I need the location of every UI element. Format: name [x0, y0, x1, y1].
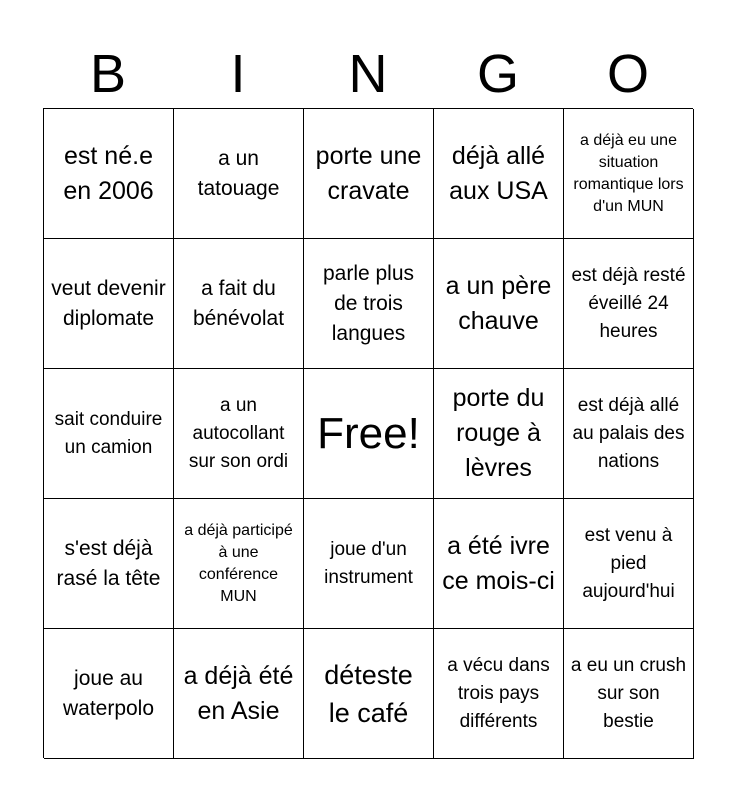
- cell-text: a fait du bénévolat: [192, 276, 285, 330]
- cell-text: sait conduire un camion: [54, 408, 163, 458]
- cell-text: est déjà allé au palais des nations: [572, 394, 685, 472]
- bingo-cell[interactable]: [564, 499, 694, 629]
- cell-text: est déjà resté éveillé 24 heures: [571, 264, 686, 342]
- bingo-cell[interactable]: [44, 499, 174, 629]
- cell-text: déteste le café: [324, 659, 413, 728]
- bingo-cell[interactable]: [304, 239, 434, 369]
- header-letter-i: I: [230, 44, 246, 104]
- bingo-cell[interactable]: [434, 239, 564, 369]
- cell-text: veut devenir diplomate: [51, 276, 166, 330]
- bingo-cell[interactable]: [304, 499, 434, 629]
- bingo-cell[interactable]: [44, 109, 174, 239]
- bingo-grid: [43, 108, 693, 758]
- header-letter-b: B: [89, 44, 127, 104]
- cell-text: a vécu dans trois pays différents: [447, 654, 550, 732]
- header-letter-o: O: [606, 44, 649, 104]
- bingo-header: [43, 40, 693, 108]
- cell-text: a déjà été en Asie: [183, 661, 294, 725]
- bingo-cell[interactable]: [564, 239, 694, 369]
- cell-text: parle plus de trois langues: [322, 261, 415, 345]
- cell-text: a eu un crush sur son bestie: [570, 654, 687, 732]
- bingo-cell[interactable]: [174, 369, 304, 499]
- cell-text: porte une cravate: [315, 141, 422, 205]
- bingo-cell[interactable]: [44, 239, 174, 369]
- bingo-cell[interactable]: [564, 629, 694, 759]
- free-space-cell[interactable]: [304, 369, 434, 499]
- free-space-text: Free!: [317, 408, 420, 458]
- bingo-cell[interactable]: [174, 499, 304, 629]
- bingo-cell[interactable]: [434, 109, 564, 239]
- bingo-cell[interactable]: [434, 629, 564, 759]
- cell-text: joue d'un instrument: [324, 538, 413, 588]
- header-letter-g: G: [476, 44, 519, 104]
- bingo-cell[interactable]: [434, 369, 564, 499]
- cell-text: est venu à pied aujourd'hui: [582, 524, 675, 602]
- cell-text: porte du rouge à lèvres: [452, 384, 545, 482]
- cell-text: a un autocollant sur son ordi: [188, 394, 289, 472]
- cell-text: joue au waterpolo: [62, 666, 155, 720]
- header-letter-n: N: [348, 44, 388, 104]
- cell-text: a un père chauve: [445, 271, 552, 335]
- cell-text: a déjà eu une situation romantique lors d'un MUN: [573, 131, 684, 215]
- bingo-cell[interactable]: [44, 369, 174, 499]
- bingo-cell[interactable]: [44, 629, 174, 759]
- bingo-cell[interactable]: [174, 629, 304, 759]
- cell-text: a été ivre ce mois-ci: [442, 531, 555, 595]
- cell-text: a un tatouage: [197, 146, 280, 200]
- bingo-cell[interactable]: [174, 239, 304, 369]
- cell-text: déjà allé aux USA: [449, 141, 548, 205]
- bingo-cell[interactable]: [304, 629, 434, 759]
- bingo-cell[interactable]: [434, 499, 564, 629]
- cell-text: s'est déjà rasé la tête: [56, 536, 161, 590]
- bingo-cell[interactable]: [564, 109, 694, 239]
- bingo-cell[interactable]: [304, 109, 434, 239]
- bingo-cell[interactable]: [174, 109, 304, 239]
- cell-text: a déjà participé à une conférence MUN: [184, 521, 293, 605]
- cell-text: est né.e en 2006: [63, 141, 154, 205]
- bingo-cell[interactable]: [564, 369, 694, 499]
